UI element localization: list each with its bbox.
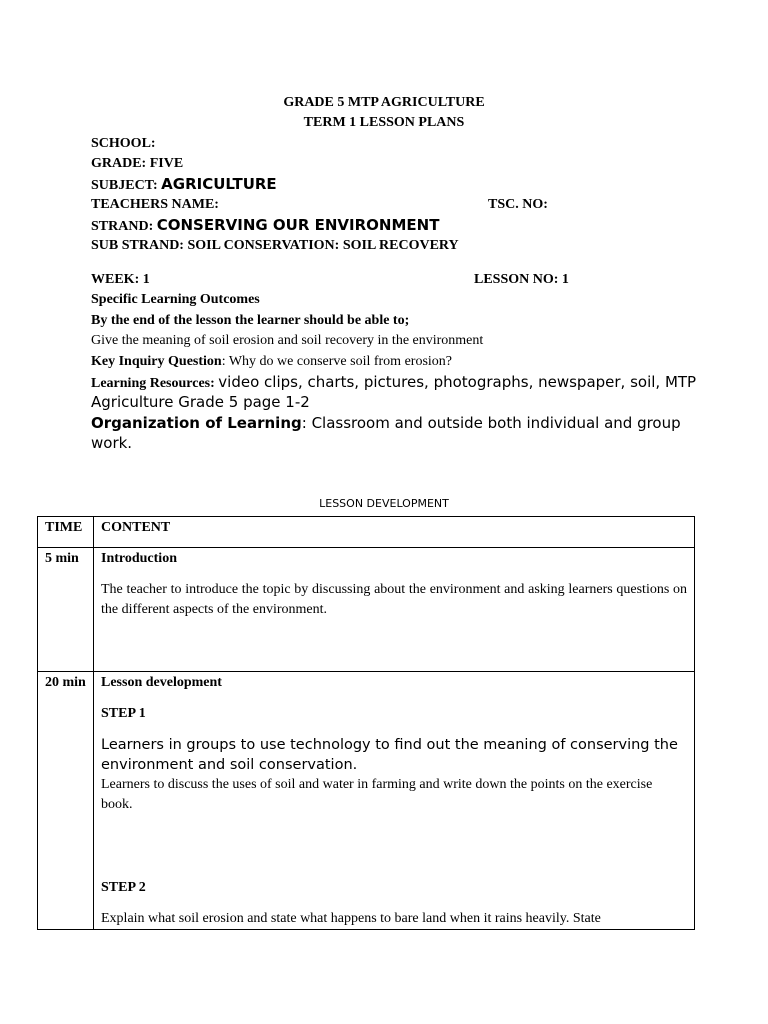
outcome-item: Give the meaning of soil erosion and soil recovery in the environment	[91, 333, 484, 348]
organization-line	[91, 414, 681, 434]
step2-heading: STEP 2	[101, 880, 146, 895]
organization-text-2: work.	[91, 434, 133, 452]
resources-text-1: video clips, charts, pictures, photographs, newspaper, soil, MTP	[218, 373, 697, 391]
table-header-row	[38, 517, 695, 548]
key-inquiry-line	[91, 353, 452, 371]
resources-text-2: Agriculture Grade 5 page 1-2	[91, 393, 310, 411]
key-inquiry-label: Key Inquiry Question	[91, 354, 222, 369]
intro-heading: Introduction	[101, 551, 177, 566]
step1-heading: STEP 1	[101, 706, 146, 721]
subject-line	[91, 175, 277, 195]
row-time: 5 min	[38, 548, 94, 672]
strand-value: CONSERVING OUR ENVIRONMENT	[156, 216, 440, 234]
resources-line	[91, 373, 696, 393]
strand-label: STRAND:	[91, 219, 157, 234]
row-content	[94, 672, 695, 930]
lesson-development-table	[37, 516, 695, 930]
row-content	[94, 548, 695, 672]
grade-label: GRADE: FIVE	[91, 156, 184, 171]
substrand-line: SUB STRAND: SOIL CONSERVATION: SOIL RECOVERY	[91, 238, 459, 253]
school-label: SCHOOL:	[91, 136, 156, 151]
doc-title-line1: GRADE 5 MTP AGRICULTURE	[283, 95, 485, 110]
intro-text: The teacher to introduce the topic by discussing about the environment and asking learners questions on the different aspects of the environment.	[101, 582, 687, 617]
step1-text-b: Learners to discuss the uses of soil and water in farming and write down the points on the exercise book.	[101, 777, 653, 812]
resources-label: Learning Resources:	[91, 376, 219, 391]
strand-line	[91, 216, 439, 236]
organization-label: Organization of Learning	[91, 414, 302, 432]
step2-text: Explain what soil erosion and state what happens to bare land when it rains heavily. State	[101, 911, 601, 926]
doc-title-line2: TERM 1 LESSON PLANS	[303, 115, 465, 130]
organization-text-1: : Classroom and outside both individual and group	[301, 414, 681, 432]
key-inquiry-text: : Why do we conserve soil from erosion?	[221, 354, 452, 369]
row-time: 20 min	[38, 672, 94, 930]
lesson-dev-heading: Lesson development	[101, 675, 222, 690]
step1-text-a: Learners in groups to use technology to find out the meaning of conserving the environment and soil conservation.	[101, 737, 678, 773]
table-row	[38, 672, 695, 930]
outcomes-intro: By the end of the lesson the learner should be able to;	[91, 313, 410, 328]
subject-value: AGRICULTURE	[161, 175, 277, 193]
table-row	[38, 548, 695, 672]
header-time: TIME	[38, 517, 94, 548]
week-label: WEEK: 1	[91, 272, 150, 287]
lesson-no-label: LESSON NO: 1	[474, 272, 569, 287]
tsc-no-label: TSC. NO:	[488, 197, 548, 212]
subject-label: SUBJECT:	[91, 178, 162, 193]
teacher-name-label: TEACHERS NAME:	[91, 197, 219, 212]
header-content: CONTENT	[94, 517, 695, 548]
outcomes-heading: Specific Learning Outcomes	[91, 292, 260, 307]
lesson-development-caption: LESSON DEVELOPMENT	[319, 497, 449, 510]
